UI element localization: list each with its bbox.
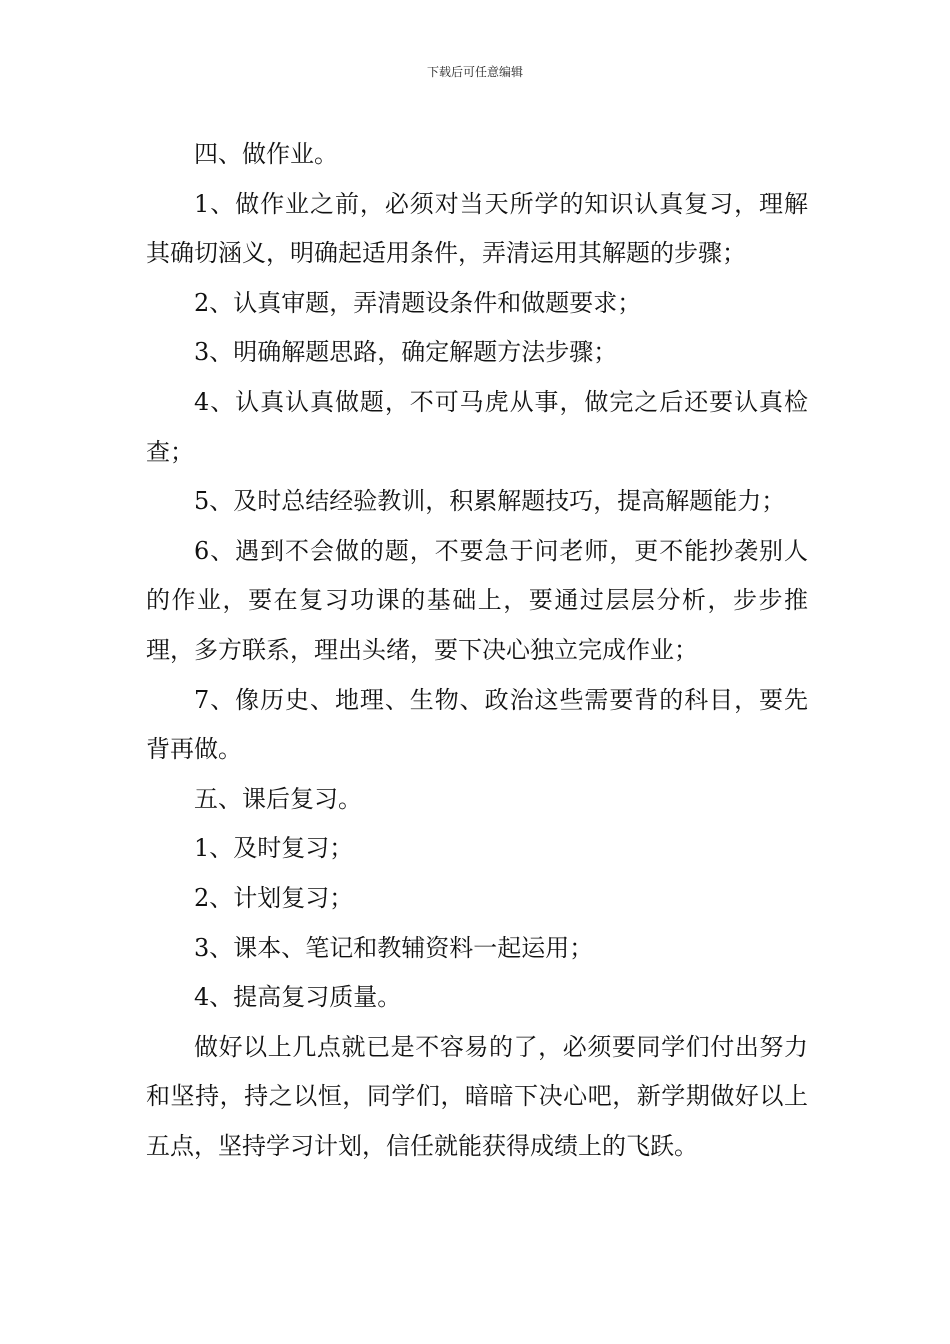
paragraph: 2、计划复习； (194, 883, 354, 912)
paragraph: 5、及时总结经验教训，积累解题技巧，提高解题能力； (194, 487, 786, 516)
paragraph: 1、做作业之前，必须对当天所学的知识认真复习，理解其确切涵义，明确起适用条件，弄清运用其解题的步骤； (146, 189, 808, 268)
section-heading: 四、做作业。 (194, 140, 338, 168)
paragraph: 3、明确解题思路，确定解题方法步骤； (194, 338, 618, 367)
paragraph: 7、像历史、地理、生物、政治这些需要背的科目，要先背再做。 (146, 685, 808, 764)
paragraph: 3、课本、笔记和教辅资料一起运用； (194, 933, 594, 962)
section-heading: 五、课后复习。 (194, 784, 362, 813)
page-header: 下载后可任意编辑 (426, 65, 523, 79)
paragraph: 做好以上几点就已是不容易的了，必须要同学们付出努力和坚持，持之以恒，同学们，暗暗下决心吧，新学期做好以上五点，坚持学习计划，信任就能获得成绩上的飞跃。 (146, 1032, 808, 1160)
paragraph: 1、及时复习； (194, 834, 354, 863)
paragraph: 2、认真审题，弄清题设条件和做题要求； (194, 288, 642, 317)
paragraph: 4、认真认真做题，不可马虎从事，做完之后还要认真检查； (146, 387, 808, 466)
paragraph: 4、提高复习质量。 (194, 983, 402, 1012)
document-body (146, 130, 808, 1171)
paragraph: 6、遇到不会做的题，不要急于问老师，更不能抄袭别人的作业，要在复习功课的基础上，要通过层层分析，步步推理，多方联系，理出头绪，要下决心独立完成作业； (146, 536, 808, 664)
